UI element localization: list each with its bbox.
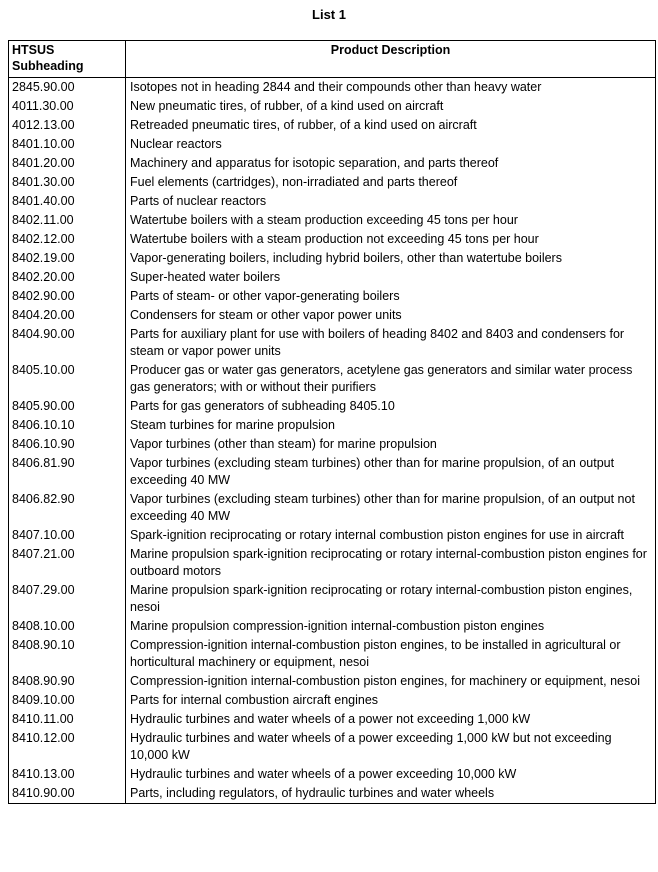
hts-code-cell: 8410.12.00 (9, 729, 126, 765)
hts-code-cell: 8404.90.00 (9, 325, 126, 361)
table-row (9, 617, 656, 636)
table-row (9, 173, 656, 192)
table-row (9, 287, 656, 306)
product-description-cell: Fuel elements (cartridges), non-irradiated and parts thereof (126, 173, 656, 192)
table-row (9, 268, 656, 287)
table-row (9, 636, 656, 672)
product-description-cell: Parts of nuclear reactors (126, 192, 656, 211)
product-description-cell: Condensers for steam or other vapor power units (126, 306, 656, 325)
product-description-cell: Producer gas or water gas generators, acetylene gas generators and similar water process gas generators; with or without their purifiers (126, 361, 656, 397)
product-description-cell: Hydraulic turbines and water wheels of a power not exceeding 1,000 kW (126, 710, 656, 729)
hts-code-cell: 8402.12.00 (9, 230, 126, 249)
product-description-cell: Parts for gas generators of subheading 8405.10 (126, 397, 656, 416)
product-description-cell: Vapor turbines (excluding steam turbines) other than for marine propulsion, of an output not exceeding 40 MW (126, 490, 656, 526)
header-product-description: Product Description (126, 41, 656, 78)
product-description-cell: Parts, including regulators, of hydraulic turbines and water wheels (126, 784, 656, 804)
product-description-cell: Compression-ignition internal-combustion piston engines, for machinery or equipment, nesoi (126, 672, 656, 691)
product-description-cell: Marine propulsion spark-ignition reciprocating or rotary internal-combustion piston engines for outboard motors (126, 545, 656, 581)
product-description-cell: Nuclear reactors (126, 135, 656, 154)
table-row (9, 454, 656, 490)
hts-code-cell: 8406.10.90 (9, 435, 126, 454)
table-row (9, 397, 656, 416)
table-row (9, 361, 656, 397)
product-description-cell: Spark-ignition reciprocating or rotary internal combustion piston engines for use in aircraft (126, 526, 656, 545)
hts-code-cell: 8402.19.00 (9, 249, 126, 268)
table-row (9, 192, 656, 211)
hts-code-cell: 8406.81.90 (9, 454, 126, 490)
table-row (9, 729, 656, 765)
hts-code-cell: 8408.90.10 (9, 636, 126, 672)
product-description-cell: Watertube boilers with a steam production not exceeding 45 tons per hour (126, 230, 656, 249)
product-description-cell: Hydraulic turbines and water wheels of a power exceeding 1,000 kW but not exceeding 10,000 kW (126, 729, 656, 765)
table-header-row (9, 41, 656, 78)
table-row (9, 249, 656, 268)
hts-code-cell: 2845.90.00 (9, 78, 126, 98)
product-description-cell: Marine propulsion compression-ignition internal-combustion piston engines (126, 617, 656, 636)
hts-code-cell: 8408.10.00 (9, 617, 126, 636)
table-body (9, 78, 656, 804)
hts-code-cell: 8409.10.00 (9, 691, 126, 710)
hts-code-cell: 8410.90.00 (9, 784, 126, 804)
table-row (9, 490, 656, 526)
hts-code-cell: 8405.90.00 (9, 397, 126, 416)
page-title: List 1 (312, 7, 346, 22)
table-row (9, 526, 656, 545)
product-description-cell: Super-heated water boilers (126, 268, 656, 287)
table-row (9, 116, 656, 135)
product-description-cell: Compression-ignition internal-combustion piston engines, to be installed in agricultural or horticultural machinery or equipment, nesoi (126, 636, 656, 672)
hts-code-cell: 8405.10.00 (9, 361, 126, 397)
table-row (9, 784, 656, 804)
product-description-cell: Isotopes not in heading 2844 and their compounds other than heavy water (126, 78, 656, 98)
hts-code-cell: 4011.30.00 (9, 97, 126, 116)
hts-code-cell: 8406.82.90 (9, 490, 126, 526)
table-row (9, 97, 656, 116)
hts-code-cell: 8401.20.00 (9, 154, 126, 173)
table-row (9, 325, 656, 361)
hts-code-cell: 8406.10.10 (9, 416, 126, 435)
table-row (9, 154, 656, 173)
product-description-cell: Watertube boilers with a steam production exceeding 45 tons per hour (126, 211, 656, 230)
table-row (9, 581, 656, 617)
table-row (9, 78, 656, 98)
hts-table (8, 40, 656, 804)
hts-code-cell: 8402.20.00 (9, 268, 126, 287)
hts-code-cell: 8407.10.00 (9, 526, 126, 545)
product-description-cell: Parts of steam- or other vapor-generating boilers (126, 287, 656, 306)
hts-code-cell: 8402.11.00 (9, 211, 126, 230)
table-row (9, 545, 656, 581)
product-description-cell: Retreaded pneumatic tires, of rubber, of a kind used on aircraft (126, 116, 656, 135)
table-row (9, 230, 656, 249)
hts-code-cell: 8407.29.00 (9, 581, 126, 617)
hts-code-cell: 8408.90.90 (9, 672, 126, 691)
hts-code-cell: 8401.40.00 (9, 192, 126, 211)
header-htsus-subheading: HTSUS Subheading (9, 41, 126, 78)
product-description-cell: Steam turbines for marine propulsion (126, 416, 656, 435)
product-description-cell: New pneumatic tires, of rubber, of a kind used on aircraft (126, 97, 656, 116)
table-row (9, 135, 656, 154)
table-row (9, 691, 656, 710)
product-description-cell: Hydraulic turbines and water wheels of a power exceeding 10,000 kW (126, 765, 656, 784)
table-row (9, 435, 656, 454)
table-row (9, 211, 656, 230)
hts-code-cell: 8401.10.00 (9, 135, 126, 154)
table-row (9, 672, 656, 691)
product-description-cell: Machinery and apparatus for isotopic separation, and parts thereof (126, 154, 656, 173)
product-description-cell: Vapor turbines (other than steam) for marine propulsion (126, 435, 656, 454)
product-description-cell: Marine propulsion spark-ignition reciprocating or rotary internal-combustion piston engines, nesoi (126, 581, 656, 617)
hts-code-cell: 8404.20.00 (9, 306, 126, 325)
hts-code-cell: 8407.21.00 (9, 545, 126, 581)
table-row (9, 416, 656, 435)
product-description-cell: Vapor turbines (excluding steam turbines) other than for marine propulsion, of an output exceeding 40 MW (126, 454, 656, 490)
product-description-cell: Parts for auxiliary plant for use with boilers of heading 8402 and 8403 and condensers for steam or vapor power units (126, 325, 656, 361)
product-description-cell: Parts for internal combustion aircraft engines (126, 691, 656, 710)
hts-code-cell: 8410.13.00 (9, 765, 126, 784)
hts-code-cell: 8402.90.00 (9, 287, 126, 306)
hts-code-cell: 4012.13.00 (9, 116, 126, 135)
table-row (9, 765, 656, 784)
table-row (9, 306, 656, 325)
table-row (9, 710, 656, 729)
hts-code-cell: 8410.11.00 (9, 710, 126, 729)
product-description-cell: Vapor-generating boilers, including hybrid boilers, other than watertube boilers (126, 249, 656, 268)
hts-code-cell: 8401.30.00 (9, 173, 126, 192)
